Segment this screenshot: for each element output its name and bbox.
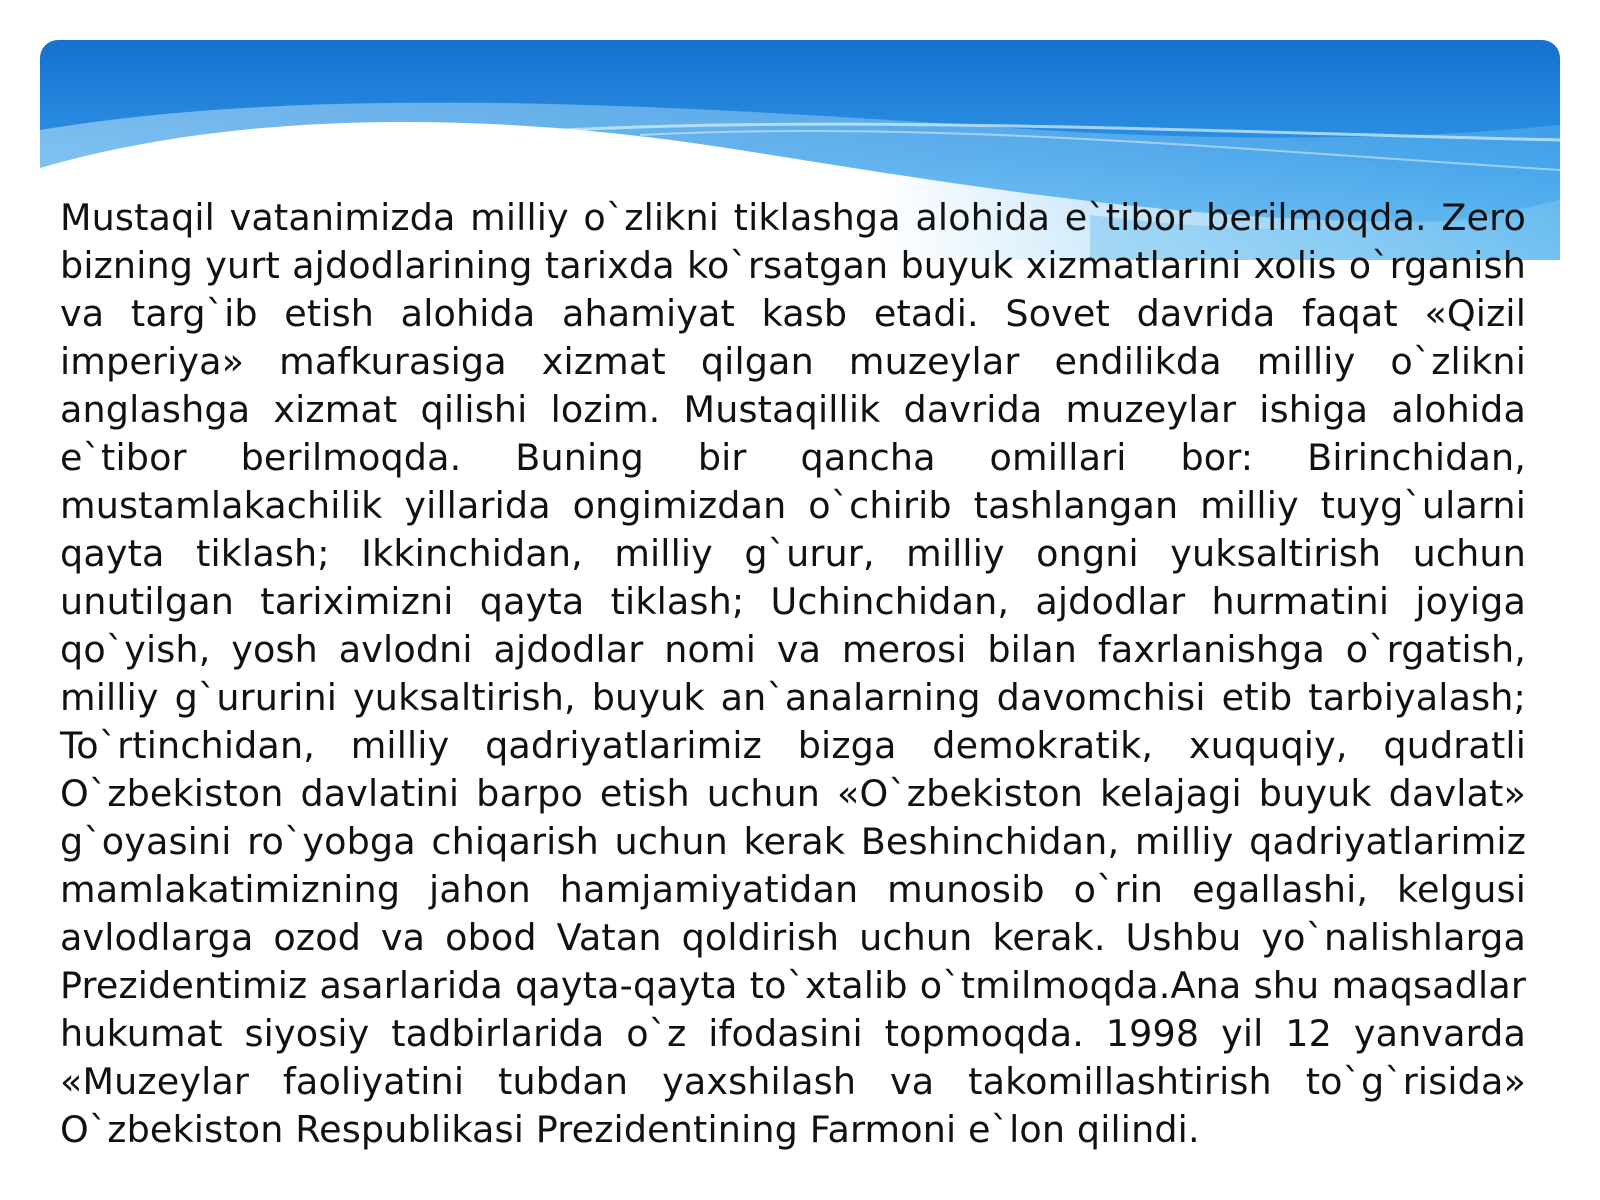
body-paragraph: Mustaqil vatanimizda milliy o`zlikni tiklashga alohida e`tibor berilmoqda. Zero bizning yurt ajdodlarining tarixda ko`rsatgan buyuk xizmatlarini xolis o`rganish va targ`ib etish alohida ahamiyat kasb etadi. Sovet davrida faqat «Qizil imperiya» mafkurasiga xizmat qilgan muzeylar endilikda milliy o`zlikni anglashga xizmat qilishi lozim. Mustaqillik davrida muzeylar ishiga alohida e`tibor berilmoqda. Buning bir qancha omillari bor: Birinchidan, mustamlakachilik yillarida ongimizdan o`chirib tashlangan milliy tuyg`ularni qayta tiklash; Ikkinchidan, milliy g`urur, milliy ongni yuksaltirish uchun unutilgan tariximizni qayta tiklash; Uchinchidan, ajdodlar hurmatini joyiga qo`yish, yosh avlodni ajdodlar nomi va merosi bilan faxrlanishga o`rgatish, milliy g`ururini yuksaltirish, buyuk an`analarning davomchisi etib tarbiyalash; To`rtinchidan, milliy qadriyatlarimiz bizga demokratik, xuquqiy, qudratli O`zbekiston davlatini barpo etish uchun «O`zbekiston kelajagi buyuk davlat» g`oyasini ro`yobga chiqarish uchun kerak Beshinchidan, milliy qadriyatlarimiz mamlakatimizning jahon hamjamiyatidan munosib o`rin egallashi, kelgusi avlodlarga ozod va obod Vatan qoldirish uchun kerak. Ushbu yo`nalishlarga Prezidentimiz asarlarida qayta-qayta to`xtalib o`tmilmoqda.Ana shu maqsadlar hukumat siyosiy tadbirlarida o`z ifodasini topmoqda. 1998 yil 12 yanvarda «Muzeylar faoliyatini tubdan yaxshilash va takomillashtirish to`g`risida» O`zbekiston Respublikasi Prezidentining Farmoni e`lon qilindi. xyxy=(60,196,1526,1151)
